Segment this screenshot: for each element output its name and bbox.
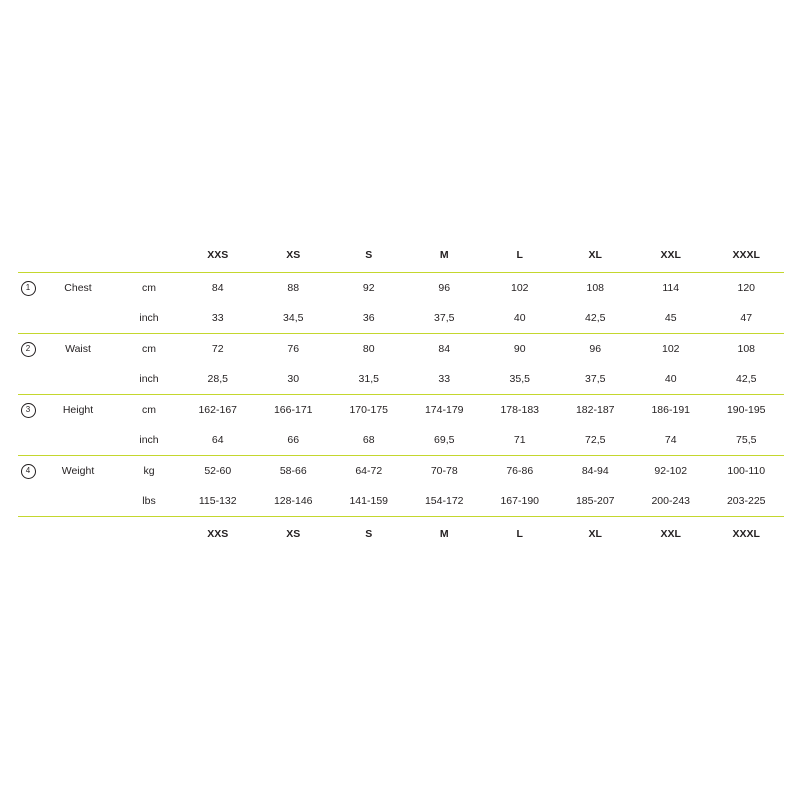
cell: 52-60 [180,456,256,487]
table-row [18,303,784,334]
row-index-waist [18,334,38,365]
row-index-blank [18,364,38,395]
cell: 75,5 [736,434,757,446]
row-label-blank [38,425,118,456]
footer-spacer-name [38,517,118,552]
footer-spacer-num [18,517,38,552]
cell: 68 [362,434,375,446]
cell: 115-132 [180,486,256,517]
size-header-row [18,238,784,273]
row-index-blank [18,425,38,456]
cell: 182-187 [558,395,634,426]
row-unit-inch: inch [139,434,159,446]
header-spacer-unit [118,238,180,273]
cell: 102 [633,334,709,365]
index-circle: 4 [21,464,36,479]
header-size-xxs: XXS [207,249,229,261]
header-size-l: L [516,249,523,261]
cell: 170-175 [331,395,407,426]
cell: 100-110 [709,456,785,487]
row-index-blank [18,303,38,334]
row-label-blank [38,303,118,334]
cell: 42,5 [585,312,606,324]
row-unit-kg: kg [118,456,180,487]
cell: 186-191 [633,395,709,426]
row-label-chest: Chest [38,273,118,304]
row-unit-lbs: lbs [118,486,180,517]
cell: 102 [482,273,558,304]
cell: 96 [558,334,634,365]
table-row [18,486,784,517]
size-footer-row [18,517,784,552]
cell: 37,5 [585,373,606,385]
row-label-weight: Weight [38,456,118,487]
row-index-chest [18,273,38,304]
cell: 76-86 [482,456,558,487]
cell: 45 [664,312,677,324]
cell: 92 [331,273,407,304]
footer-spacer-unit [118,517,180,552]
footer-size-xxl: XXL [660,528,681,540]
index-circle: 2 [21,342,36,357]
index-circle: 3 [21,403,36,418]
header-spacer-name [38,238,118,273]
table-row [18,364,784,395]
row-label-height: Height [38,395,118,426]
cell: 185-207 [558,486,634,517]
cell: 167-190 [482,486,558,517]
table-row [18,273,784,304]
cell: 47 [740,312,753,324]
row-index-blank [18,486,38,517]
cell: 203-225 [709,486,785,517]
cell: 166-171 [256,395,332,426]
row-label-blank [38,364,118,395]
footer-size-m: M [439,528,449,540]
cell: 84-94 [558,456,634,487]
cell: 70-78 [407,456,483,487]
footer-size-xl: XL [588,528,602,540]
header-spacer-num [18,238,38,273]
footer-size-s: S [365,528,373,540]
cell: 40 [513,312,526,324]
cell: 92-102 [633,456,709,487]
cell: 42,5 [736,373,757,385]
table-row [18,456,784,487]
cell: 90 [482,334,558,365]
cell: 30 [287,373,300,385]
row-label-blank [38,486,118,517]
row-unit-cm: cm [118,273,180,304]
header-size-xxl: XXL [660,249,681,261]
cell: 74 [664,434,677,446]
cell: 114 [633,273,709,304]
cell: 120 [709,273,785,304]
cell: 34,5 [283,312,304,324]
header-size-xl: XL [588,249,602,261]
cell: 84 [407,334,483,365]
cell: 69,5 [434,434,455,446]
footer-size-xs: XS [286,528,301,540]
cell: 58-66 [256,456,332,487]
row-label-waist: Waist [38,334,118,365]
table-row [18,395,784,426]
table-row [18,334,784,365]
cell: 154-172 [407,486,483,517]
cell: 40 [664,373,677,385]
row-unit-cm: cm [118,334,180,365]
header-size-xs: XS [286,249,301,261]
cell: 28,5 [207,373,228,385]
cell: 190-195 [709,395,785,426]
cell: 35,5 [509,373,530,385]
cell: 76 [256,334,332,365]
cell: 88 [256,273,332,304]
cell: 64 [211,434,224,446]
cell: 174-179 [407,395,483,426]
cell: 141-159 [331,486,407,517]
row-index-height [18,395,38,426]
cell: 96 [407,273,483,304]
header-size-s: S [365,249,373,261]
row-unit-cm: cm [118,395,180,426]
index-circle: 1 [21,281,36,296]
cell: 37,5 [434,312,455,324]
cell: 33 [211,312,224,324]
row-unit-inch: inch [139,312,159,324]
cell: 108 [709,334,785,365]
footer-size-xxs: XXS [207,528,229,540]
cell: 128-146 [256,486,332,517]
cell: 64-72 [331,456,407,487]
cell: 80 [331,334,407,365]
cell: 72,5 [585,434,606,446]
table-row [18,425,784,456]
footer-size-xxxl: XXXL [732,528,760,540]
header-size-m: M [439,249,449,261]
cell: 71 [513,434,526,446]
cell: 31,5 [358,373,379,385]
row-index-weight [18,456,38,487]
cell: 36 [362,312,375,324]
header-size-xxxl: XXXL [732,249,760,261]
cell: 84 [180,273,256,304]
cell: 162-167 [180,395,256,426]
size-chart-table [18,238,784,551]
cell: 66 [287,434,300,446]
cell: 108 [558,273,634,304]
footer-size-l: L [516,528,523,540]
cell: 200-243 [633,486,709,517]
cell: 33 [438,373,451,385]
cell: 178-183 [482,395,558,426]
row-unit-inch: inch [139,373,159,385]
cell: 72 [180,334,256,365]
